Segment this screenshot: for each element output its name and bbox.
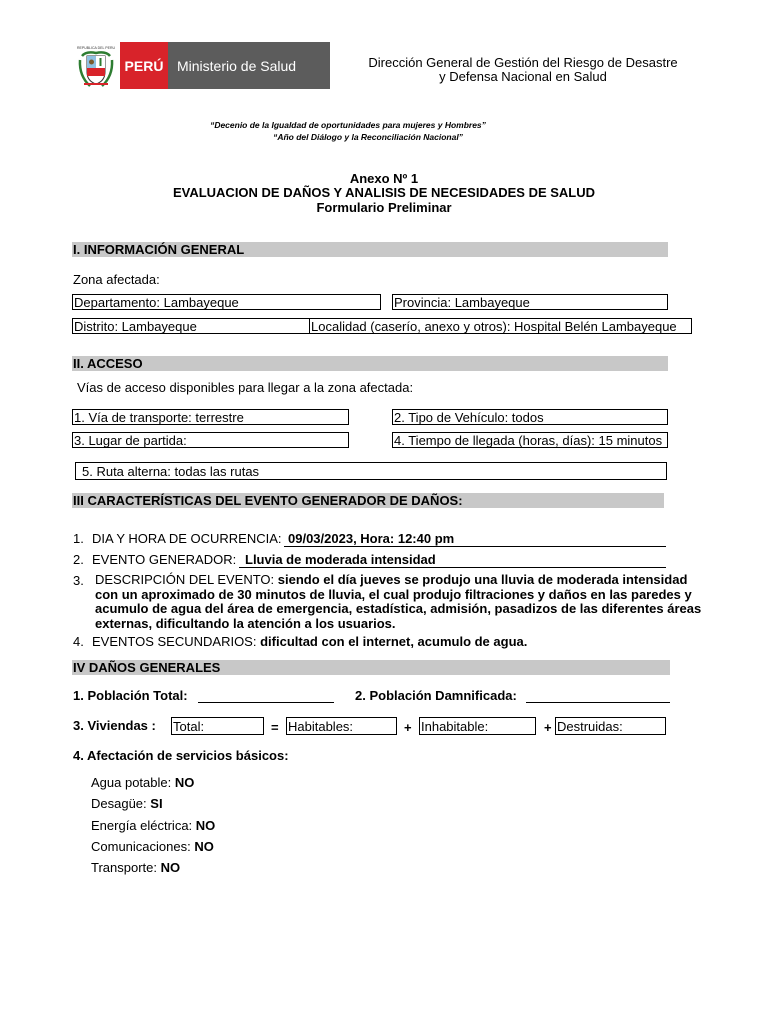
event-date-row: [73, 531, 282, 546]
service-item: [91, 796, 163, 811]
poblacion-total-line[interactable]: [198, 701, 334, 703]
access-intro: Vías de acceso disponibles para llegar a la zona afectada:: [77, 380, 414, 395]
directorate-line-2: y Defensa Nacional en Salud: [439, 69, 607, 84]
service-value: NO: [195, 818, 216, 833]
localidad-field: Localidad (caserío, anexo y otros): Hospital Belén Lambayeque: [309, 318, 692, 334]
zone-label: Zona afectada:: [73, 272, 160, 287]
viviendas-label: 3. Viviendas :: [73, 718, 156, 733]
distrito-field: Distrito: Lambayeque: [72, 318, 310, 334]
lugar-partida-field: 3. Lugar de partida:: [72, 432, 349, 448]
peru-label: PERÚ: [120, 42, 168, 89]
service-value: NO: [194, 839, 214, 854]
via-transporte-field: 1. Vía de transporte: terrestre: [72, 409, 349, 425]
year-name-text: “Año del Diálogo y la Reconciliación Nacional”: [273, 132, 463, 142]
provincia-field: Provincia: Lambayeque: [392, 294, 668, 310]
viviendas-total-field: Total:: [171, 717, 264, 735]
tiempo-llegada-field: 4. Tiempo de llegada (horas, días): 15 minutos: [392, 432, 668, 448]
service-item: [91, 775, 194, 790]
event-generator-label: EVENTO GENERADOR:: [92, 552, 237, 567]
event-generator-value: Lluvia de moderada intensidad: [239, 552, 666, 568]
directorate-line-1: Dirección General de Gestión del Riesgo de Desastre: [368, 55, 678, 70]
departamento-field: Departamento: Lambayeque: [72, 294, 381, 310]
poblacion-damnificada-label: 2. Población Damnificada:: [355, 688, 517, 703]
event-date-value: 09/03/2023, Hora: 12:40 pm: [284, 531, 666, 547]
sub-title: Formulario Preliminar: [316, 200, 452, 215]
service-value: SI: [150, 796, 163, 811]
event-description-value: siendo el día jueves se produjo una lluvia de moderada intensidad con un aproximado de 30 minutos de lluvia, el cual produjo filtraciones y daños en las paredes y acumulo de agua del área de emergencia, estadística, admisión, pasadizos de las diferentes áreas externas, dificultando la atención a los usuarios.: [95, 572, 702, 631]
event-date-label: DIA Y HORA DE OCURRENCIA:: [92, 531, 282, 546]
event-generator-row: [73, 552, 236, 567]
poblacion-damnificada-line[interactable]: [526, 701, 670, 703]
secondary-events-value: dificultad con el internet, acumulo de agua.: [260, 634, 528, 649]
service-item: [91, 818, 215, 833]
viviendas-habitables-field: Habitables:: [286, 717, 397, 735]
servicios-heading: 4. Afectación de servicios básicos:: [73, 748, 289, 763]
event-description-label: DESCRIPCIÓN DEL EVENTO:: [95, 572, 275, 587]
logo-text: REPUBLICA DEL PERU: [77, 46, 115, 50]
item-number: 2.: [73, 552, 84, 567]
coat-of-arms-icon: [76, 44, 116, 90]
directorate-name: [340, 56, 706, 84]
section-general-info-heading: I. INFORMACIÓN GENERAL: [72, 242, 668, 257]
service-item: [91, 860, 180, 875]
service-label: Energía eléctrica:: [91, 818, 193, 833]
service-label: Agua potable:: [91, 775, 172, 790]
viviendas-inhabitable-field: Inhabitable:: [419, 717, 536, 735]
service-label: Comunicaciones:: [91, 839, 191, 854]
annex-title: Anexo Nº 1: [349, 171, 419, 186]
item-number: 3.: [73, 573, 84, 588]
viviendas-destruidas-field: Destruidas:: [555, 717, 666, 735]
service-value: NO: [160, 860, 181, 875]
item-number: 1.: [73, 531, 84, 546]
plus-sign: +: [404, 720, 412, 735]
secondary-events-label: EVENTOS SECUNDARIOS:: [92, 634, 257, 649]
main-title: EVALUACION DE DAÑOS Y ANALISIS DE NECESIDADES DE SALUD: [172, 185, 596, 200]
secondary-events-row: [73, 634, 527, 649]
service-label: Desagüe:: [91, 796, 147, 811]
service-value: NO: [174, 775, 195, 790]
decenio-text: “Decenio de la Igualdad de oportunidades para mujeres y Hombres”: [210, 120, 486, 130]
section-damages-heading: IV DAÑOS GENERALES: [72, 660, 670, 675]
poblacion-total-label: 1. Población Total:: [73, 688, 188, 703]
service-item: [91, 839, 214, 854]
event-description: [95, 573, 707, 631]
section-event-heading: III CARACTERÍSTICAS DEL EVENTO GENERADOR DE DAÑOS:: [72, 493, 664, 508]
tipo-vehiculo-field: 2. Tipo de Vehículo: todos: [392, 409, 668, 425]
ministry-label: Ministerio de Salud: [168, 42, 330, 89]
ruta-alterna-field: 5. Ruta alterna: todas las rutas: [75, 462, 667, 480]
item-number: 4.: [73, 634, 84, 649]
plus-sign: +: [544, 720, 552, 735]
service-label: Transporte:: [91, 860, 161, 875]
section-access-heading: II. ACCESO: [72, 356, 668, 371]
equals-sign: =: [271, 720, 279, 735]
